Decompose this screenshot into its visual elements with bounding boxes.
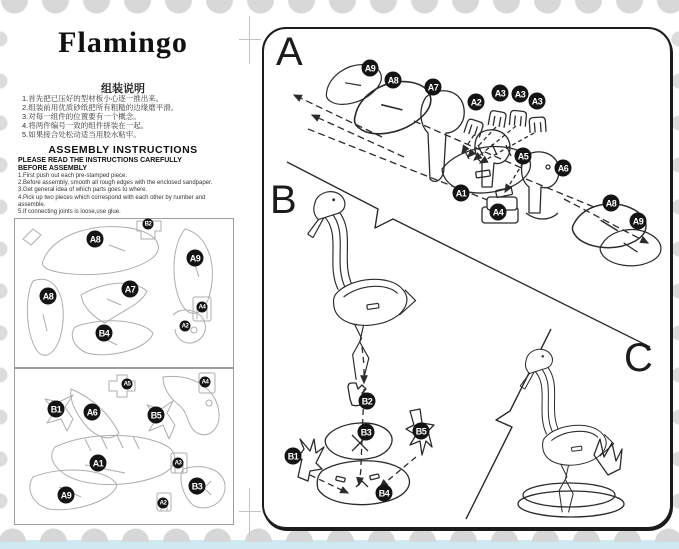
en-note-line: BEFORE ASSEMBLY [18, 165, 88, 172]
cn-step: 1.首先把已压好的型材板小心逐一推出来。 [22, 94, 164, 103]
en-step: 1.First push out each pre-stamped piece. [18, 173, 128, 179]
callout: B1 [285, 448, 302, 465]
registration-mark-top [239, 16, 261, 64]
english-instructions-heading: ASSEMBLY INSTRUCTIONS [48, 144, 198, 156]
cn-step: 3.对每一组件的位置要有一个概念。 [22, 112, 141, 121]
en-note-line: PLEASE READ THE INSTRUCTIONS CAREFULLY [18, 157, 182, 164]
scalloped-border-top [0, 0, 679, 16]
section-letter-b: B [270, 178, 297, 222]
piece-label-small: A4 [197, 302, 208, 313]
cn-step: 4.将两件编号一致的组件拼装在一起。 [22, 121, 149, 130]
section-letter-c: C [624, 336, 653, 380]
scalloped-border-bottom [0, 527, 679, 542]
piece-label: A7 [122, 281, 139, 298]
piece-label: B3 [189, 478, 206, 495]
piece-label-small: A2 [158, 498, 169, 509]
piece-label: A9 [187, 250, 204, 267]
en-step: 3.Get general idea of which parts goes to where. [18, 187, 148, 194]
piece-label-small: A4 [200, 377, 211, 388]
callout: A8 [603, 195, 620, 212]
callout: B4 [376, 485, 393, 502]
english-instructions-note [18, 157, 232, 173]
callout: A1 [453, 185, 470, 202]
assembly-diagrams-drawing [264, 29, 666, 523]
callout: A3 [512, 86, 529, 103]
piece-label-small: A2 [180, 321, 191, 332]
cn-step: 2.组装前用优质砂纸把所有粗糙的边缘磨平滑。 [22, 103, 179, 112]
chinese-instructions-list [22, 94, 232, 139]
piece-label: A6 [84, 404, 101, 421]
scalloped-border-right [671, 18, 679, 525]
english-instructions-list [18, 173, 232, 216]
callout: A8 [385, 72, 402, 89]
en-step: 2.Before assembly, smooth all rough edges with the enclosed sandpaper. [18, 180, 213, 187]
cn-step: 5.如果接合处松动适当用胶水粘牢。 [22, 130, 141, 139]
callout: A4 [490, 204, 507, 221]
chinese-instructions-heading: 组装说明 [101, 83, 145, 95]
callout: A3 [529, 93, 546, 110]
en-step: 4.Pick up two pieces which correspond with each other by number and assemble. [18, 194, 206, 208]
scalloped-border-left [0, 18, 8, 525]
piece-label-small: A5 [122, 379, 133, 390]
section-letter-a: A [276, 30, 303, 74]
piece-label: A8 [40, 288, 57, 305]
callout: A9 [630, 213, 647, 230]
registration-mark-bottom [239, 488, 261, 536]
parts-sheet-2-drawing [15, 369, 231, 522]
callout: A3 [492, 85, 509, 102]
callout: B5 [413, 423, 430, 440]
callout: A9 [362, 60, 379, 77]
piece-label: A1 [90, 455, 107, 472]
callout: B2 [359, 393, 376, 410]
piece-label: B4 [96, 325, 113, 342]
callout: B3 [358, 424, 375, 441]
callout: A6 [555, 160, 572, 177]
piece-label-small: A3 [173, 458, 184, 469]
callout: A5 [515, 148, 532, 165]
page-title: Flamingo [58, 26, 188, 59]
en-step: 5.If connecting joints is loose,use glue. [18, 209, 121, 216]
piece-label-small: B2 [143, 219, 154, 230]
callout: A7 [425, 79, 442, 96]
piece-label: B5 [148, 407, 165, 424]
piece-label: A9 [58, 487, 75, 504]
parts-sheet-2 [14, 368, 234, 525]
piece-label: A8 [87, 231, 104, 248]
callout: A2 [468, 94, 485, 111]
piece-label: B1 [48, 401, 65, 418]
